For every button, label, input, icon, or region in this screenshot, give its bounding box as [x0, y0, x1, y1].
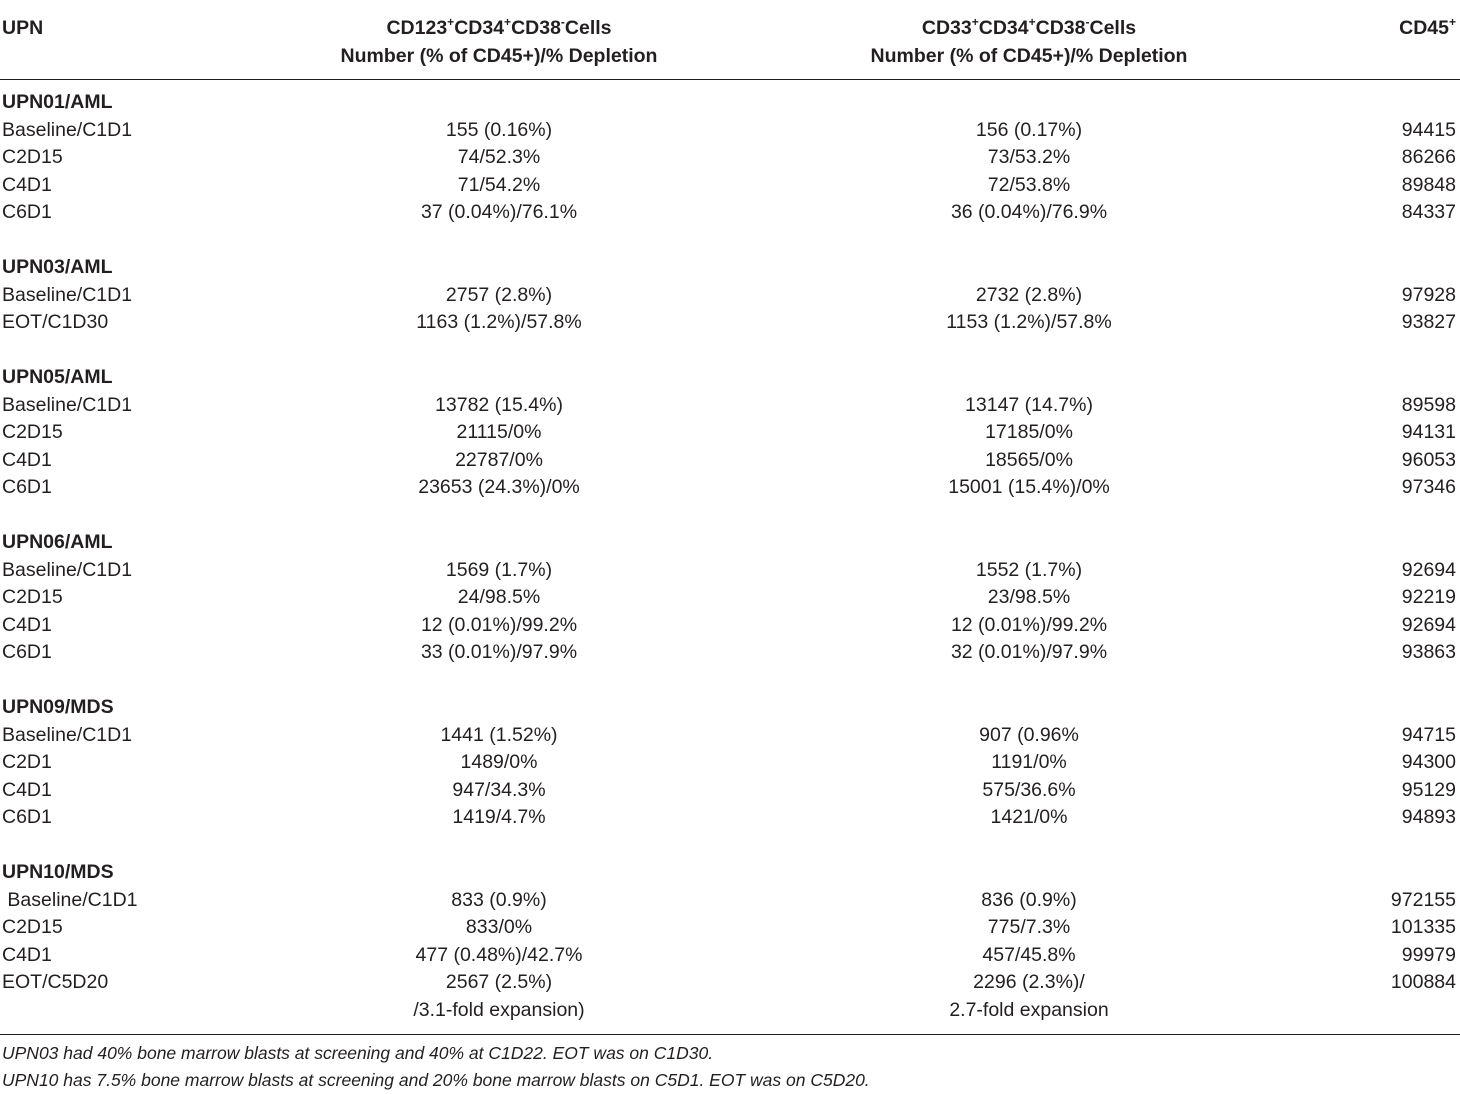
cd45-value: 89598: [1401, 393, 1456, 416]
cd123-value: 22787/0%: [455, 448, 543, 471]
cd33-value: 13147 (14.7%): [965, 393, 1093, 416]
row-label: C6D1: [2, 806, 52, 829]
table-row: [0, 997, 1460, 1024]
group-label: UPN09/MDS: [2, 696, 114, 718]
cd123-value: 1569 (1.7%): [445, 558, 553, 581]
table-row: [0, 914, 1460, 941]
group-label: UPN03/AML: [2, 256, 113, 278]
footnote: UPN03 had 40% bone marrow blasts at screening and 40% at C1D22. EOT was on C1D30.: [2, 1043, 714, 1063]
cd33-value: 2732 (2.8%): [975, 283, 1083, 306]
cd45-value: 86266: [1401, 146, 1456, 169]
cd123-value: 37 (0.04%)/76.1%: [420, 201, 578, 224]
row-label: C4D1: [2, 613, 52, 636]
table-row: [0, 639, 1460, 666]
table-row: [0, 612, 1460, 639]
table-row: [0, 557, 1460, 584]
table-row: [0, 199, 1460, 226]
table-row: [0, 942, 1460, 969]
cd123-value: 1441 (1.52%): [440, 723, 558, 746]
cd33-value: 1191/0%: [991, 751, 1067, 774]
cd45-value: 93827: [1401, 311, 1456, 334]
cd33-value: 1552 (1.7%): [975, 558, 1083, 581]
cd45-value: 94131: [1401, 421, 1456, 444]
cd123-value: 947/34.3%: [452, 778, 546, 801]
row-label: C2D15: [2, 146, 63, 169]
row-label: C2D15: [2, 586, 63, 609]
cd123-value: 21115/0%: [456, 421, 542, 444]
row-label: C6D1: [2, 476, 52, 499]
table-row: [0, 969, 1460, 996]
group-header-row: [0, 254, 1460, 281]
cd33-value: 36 (0.04%)/76.9%: [950, 201, 1108, 224]
row-label: Baseline/C1D1: [2, 558, 133, 581]
sup-minus: -: [560, 14, 565, 29]
table-row: [0, 722, 1460, 749]
table-row: [0, 447, 1460, 474]
cd33-value: 575/36.6%: [982, 778, 1076, 801]
cd33-value: 775/7.3%: [987, 916, 1071, 939]
footer-rule: [0, 1034, 1460, 1035]
table-row: [0, 419, 1460, 446]
cd45-value: 97928: [1401, 283, 1456, 306]
table-row: [0, 309, 1460, 336]
header-cd123-line2: Number (% of CD45+)/% Depletion: [340, 45, 658, 67]
sup-plus: +: [504, 14, 512, 29]
sup-plus: +: [1028, 14, 1036, 29]
cd33-value: 907 (0.96%: [979, 723, 1079, 746]
header-cd38-marker: CD38: [1035, 17, 1086, 39]
cd45-value: 92219: [1401, 586, 1456, 609]
row-label: C4D1: [2, 173, 52, 196]
header-cd123-line1: [265, 14, 733, 42]
group-header-row: [0, 694, 1460, 721]
cd45-value: 94893: [1401, 806, 1456, 829]
table-row: [0, 584, 1460, 611]
row-label: C4D1: [2, 448, 52, 471]
table-row: [0, 804, 1460, 831]
group-header-row: [0, 364, 1460, 391]
cd45-value: 94300: [1401, 751, 1456, 774]
cd45-value: 93863: [1401, 641, 1456, 664]
cd45-value: 100884: [1390, 971, 1456, 994]
header-cd45-marker: CD45: [1399, 17, 1449, 39]
header-cells-word: Cells: [564, 17, 612, 39]
cd123-value: 24/98.5%: [457, 586, 541, 609]
header-cd33-line1: [795, 14, 1263, 42]
cd45-value: 97346: [1401, 476, 1456, 499]
row-label: C2D1: [2, 751, 52, 774]
cd123-value: 2567 (2.5%): [445, 971, 553, 994]
header-cd34-marker: CD34: [978, 17, 1029, 39]
cd33-value: 2.7-fold expansion: [949, 999, 1109, 1021]
row-label: Baseline/C1D1: [2, 393, 133, 416]
cd123-value: 74/52.3%: [457, 146, 541, 169]
cd33-value: 156 (0.17%): [975, 118, 1083, 141]
cd33-value: 1421/0%: [990, 806, 1068, 829]
cd33-value: 12 (0.01%)/99.2%: [950, 613, 1108, 636]
cd33-value: 23/98.5%: [987, 586, 1071, 609]
cd45-value: 972155: [1390, 888, 1456, 911]
group-header-row: [0, 859, 1460, 886]
group-label: UPN10/MDS: [2, 861, 114, 883]
cd123-value: 833/0%: [465, 916, 533, 939]
cd33-value: 2296 (2.3%)/: [973, 971, 1085, 994]
row-label: C2D15: [2, 916, 63, 939]
table-row: [0, 749, 1460, 776]
cd45-value: 92694: [1401, 558, 1456, 581]
sup-plus: +: [971, 14, 979, 29]
footnote: UPN10 has 7.5% bone marrow blasts at screening and 20% bone marrow blasts on C5D1. EOT was on C5D20.: [2, 1070, 870, 1090]
cd45-value: 94715: [1401, 723, 1456, 746]
header-cd33-marker: CD33: [921, 17, 972, 39]
table-row: [0, 777, 1460, 804]
row-label: Baseline/C1D1: [2, 283, 133, 306]
row-label: C6D1: [2, 641, 52, 664]
header-upn: UPN: [2, 17, 44, 39]
table-row: [0, 172, 1460, 199]
row-label: Baseline/C1D1: [2, 723, 133, 746]
row-label: Baseline/C1D1: [2, 118, 133, 141]
row-label: EOT/C5D20: [2, 971, 109, 994]
row-label: C2D15: [2, 421, 63, 444]
table-row: [0, 117, 1460, 144]
header-cd33-line2: Number (% of CD45+)/% Depletion: [870, 45, 1188, 67]
group-header-row: [0, 529, 1460, 556]
header-cells-word: Cells: [1089, 17, 1137, 39]
table-row: [0, 887, 1460, 914]
header-cd33: [795, 14, 1263, 70]
cd123-value: 1419/4.7%: [452, 806, 546, 829]
cd45-value: 96053: [1401, 448, 1456, 471]
header-cd34-marker: CD34: [454, 17, 505, 39]
cd123-value: 12 (0.01%)/99.2%: [420, 613, 578, 636]
table-row: [0, 282, 1460, 309]
sup-minus: -: [1085, 14, 1090, 29]
cd33-value: 32 (0.01%)/97.9%: [950, 641, 1108, 664]
cd33-value: 836 (0.9%): [981, 888, 1077, 911]
cd123-value: 33 (0.01%)/97.9%: [420, 641, 578, 664]
cd45-value: 92694: [1401, 613, 1456, 636]
table-row: [0, 144, 1460, 171]
cd45-value: 95129: [1401, 778, 1456, 801]
cd123-value: 1163 (1.2%)/57.8%: [416, 311, 582, 334]
cd45-value: 101335: [1390, 916, 1456, 939]
cd123-value: 833 (0.9%): [451, 888, 547, 911]
cd33-value: 17185/0%: [985, 421, 1073, 444]
cd123-value: 477 (0.48%)/42.7%: [415, 943, 583, 966]
footnotes: [2, 1040, 870, 1094]
group-label: UPN01/AML: [2, 91, 113, 113]
table-row: [0, 474, 1460, 501]
cd123-value: 13782 (15.4%): [435, 393, 563, 416]
cd123-value: 71/54.2%: [457, 173, 541, 196]
header-rule: [0, 79, 1460, 80]
group-label: UPN05/AML: [2, 366, 113, 388]
header-cd45: [1399, 14, 1456, 42]
row-label: EOT/C1D30: [2, 311, 109, 334]
cd123-value: /3.1-fold expansion): [413, 999, 585, 1021]
sup-plus: +: [447, 14, 455, 29]
cd45-value: 99979: [1401, 943, 1456, 966]
row-label: C4D1: [2, 943, 52, 966]
cd123-value: 1489/0%: [460, 751, 538, 774]
cd45-value: 84337: [1401, 201, 1456, 224]
cd123-value: 155 (0.16%): [445, 118, 553, 141]
sup-plus: +: [1448, 14, 1456, 29]
table-row: [0, 392, 1460, 419]
group-header-row: [0, 89, 1460, 116]
cd123-value: 2757 (2.8%): [445, 283, 553, 306]
cd33-value: 15001 (15.4%)/0%: [948, 476, 1110, 499]
cd45-value: 94415: [1401, 118, 1456, 141]
cd33-value: 73/53.2%: [987, 146, 1071, 169]
cd33-value: 72/53.8%: [987, 173, 1071, 196]
row-label: C4D1: [2, 778, 52, 801]
header-cd123-marker: CD123: [386, 17, 448, 39]
cd123-value: 23653 (24.3%)/0%: [418, 476, 580, 499]
cd33-value: 1153 (1.2%)/57.8%: [946, 311, 1112, 334]
row-label: Baseline/C1D1: [2, 888, 138, 911]
header-cd123: [265, 14, 733, 70]
header-cd38-marker: CD38: [511, 17, 561, 39]
group-label: UPN06/AML: [2, 531, 113, 553]
cd33-value: 18565/0%: [985, 448, 1073, 471]
table-header: [0, 0, 1460, 78]
cd33-value: 457/45.8%: [982, 943, 1076, 966]
row-label: C6D1: [2, 201, 52, 224]
cd45-value: 89848: [1401, 173, 1456, 196]
